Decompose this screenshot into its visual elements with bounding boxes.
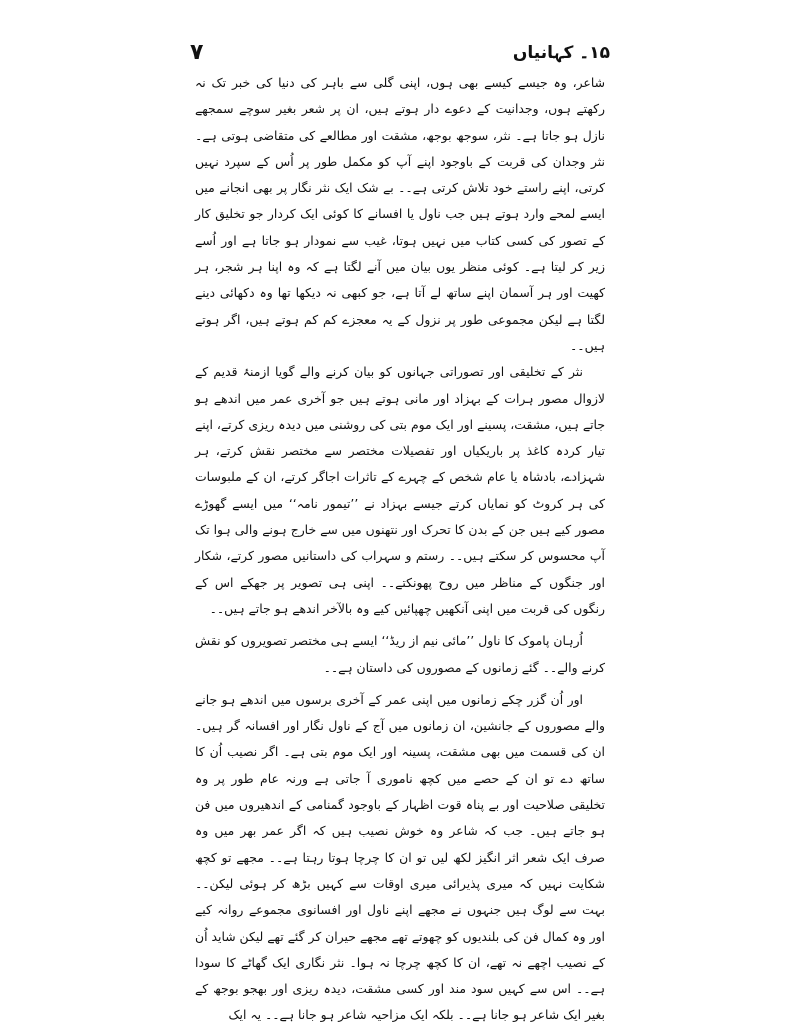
page-number: ۷: [190, 40, 204, 65]
paragraph-1: شاعر، وہ جیسے کیسے بھی ہوں، اپنی گلی سے باہر کی دنیا کی خبر تک نہ رکھتے ہوں، وجدانیت کے دعوے دار ہوتے ہیں، ان پر شعر بغیر سوچے سمجھے نازل ہو جاتا ہے۔ نثر، سوجھ بوجھ، مشقت اور مطالعے کی متقاضی ہوتی ہے۔ نثر وجدان کی قربت کے باوجود اپنے آپ کو مکمل طور پر اُس کے سپرد نہیں کرتی، اپنے راستے خود تلاش کرتی ہے۔۔ بے شک ایک نثر نگار پر بھی انجانے میں ایسے لمحے وارد ہوتے ہیں جب ناول یا افسانے کا کوئی ایک کردار جو تخلیق کار کے تصور کی کسی کتاب میں نہیں ہوتا، غیب سے نمودار ہو جاتا ہے اور اُسے زیر کر لیتا ہے۔ کوئی منظر یوں بیان میں آنے لگتا ہے کہ وہ اپنا ہر شجر، ہر کھیت اور ہر آسمان اپنے ساتھ لے آتا ہے، جو کبھی نہ دیکھا تھا وہ دکھائی دینے لگتا ہے لیکن مجموعی طور پر نزول کے یہ معجزے کم کم ہوتے ہیں، اگر ہوتے ہیں۔۔: [195, 75, 605, 353]
page-header: [190, 40, 610, 70]
paragraph-2: نثر کے تخلیقی اور تصوراتی جہانوں کو بیان کرنے والے گویا ازمنۂ قدیم کے لازوال مصور ہرات کے بہزاد اور مانی ہوتے ہیں جو آخری عمر میں اندھے ہو جاتے ہیں، مشقت، پسینے اور ایک موم بتی کی روشنی میں دیدہ ریزی کرتے، اپنے تیار کردہ کاغذ پر باریکیاں اور تفصیلات مختصر سے مختصر نقش کرتے، ہر شہزادے، بادشاہ یا عام شخص کے چہرے کے تاثرات اجاگر کرتے، ان کے ملبوسات کی ہر کروٹ کو نمایاں کرتے جیسے بہزاد نے ’’تیمور نامہ‘‘ میں ایسے گھوڑے مصور کیے ہیں جن کے بدن کا تحرک اور نتھنوں میں سے خارج ہونے والی ہوا تک آپ محسوس کر سکتے ہیں۔۔ رستم و سہراب کی داستانیں مصور کرتے، شکار اور جنگوں کے مناظر میں روح پھونکتے۔۔ اپنی ہی تصویر پر جھکے اس کے رنگوں کی قربت میں اپنی آنکھیں چھپائیں کیے وہ بالآخر اندھے ہو جاتے ہیں۔۔: [195, 364, 605, 616]
page-body: [195, 70, 605, 1029]
paragraph-4: اور اُن گزر چکے زمانوں میں اپنی عمر کے آخری برسوں میں اندھے ہو جانے والے مصوروں کے جانشین، ان زمانوں میں آج کے ناول نگار اور افسانہ گر ہیں۔ ان کی قسمت میں بھی مشقت، پسینہ اور ایک موم بتی ہے۔ اگر نصیب اُن کا ساتھ دے تو ان کے حصے میں کچھ ناموری آ جاتی ہے ورنہ عام طور پر وہ تخلیقی صلاحیت اور بے پناہ قوت اظہار کے باوجود گمنامی کے اندھیروں میں فن ہو جاتے ہیں۔ جب کہ شاعر وہ خوش نصیب ہیں کہ اگر عمر بھر میں وہ صرف ایک شعر اثر انگیز لکھ لیں تو ان کا چرچا ہوتا رہتا ہے۔۔ مجھے تو کچھ شکایت نہیں کہ میری پذیرائی میری اوقات سے کہیں بڑھ کر ہوئی لیکن۔۔ بہت سے لوگ ہیں جنہوں نے مجھے اپنے ناول اور افسانوی مجموعے روانہ کیے اور وہ کمال فن کی بلندیوں کو چھوتے تھے مجھے حیران کر گئے تھے لیکن شاید اُن کے نصیب اچھے نہ تھے، ان کا کچھ چرچا نہ ہوا۔ نثر نگاری ایک گھاٹے کا سودا ہے۔۔ اس سے کہیں سود مند اور کسی مشقت، دیدہ ریزی اور بھجو بوجھ کے بغیر ایک شاعر ہو جانا ہے۔۔ بلکہ ایک مزاحیہ شاعر ہو جانا ہے۔۔ یہ ایک: [195, 691, 605, 1023]
paragraph-3: اُرہان پاموک کا ناول ’’مائی نیم از ریڈ‘‘ ایسے ہی مختصر تصویروں کو نقش کرنے والے۔۔ گئے زمانوں کے مصوروں کی داستان ہے۔۔: [195, 633, 605, 675]
running-title: ۱۵۔ کہانیاں: [512, 43, 610, 63]
